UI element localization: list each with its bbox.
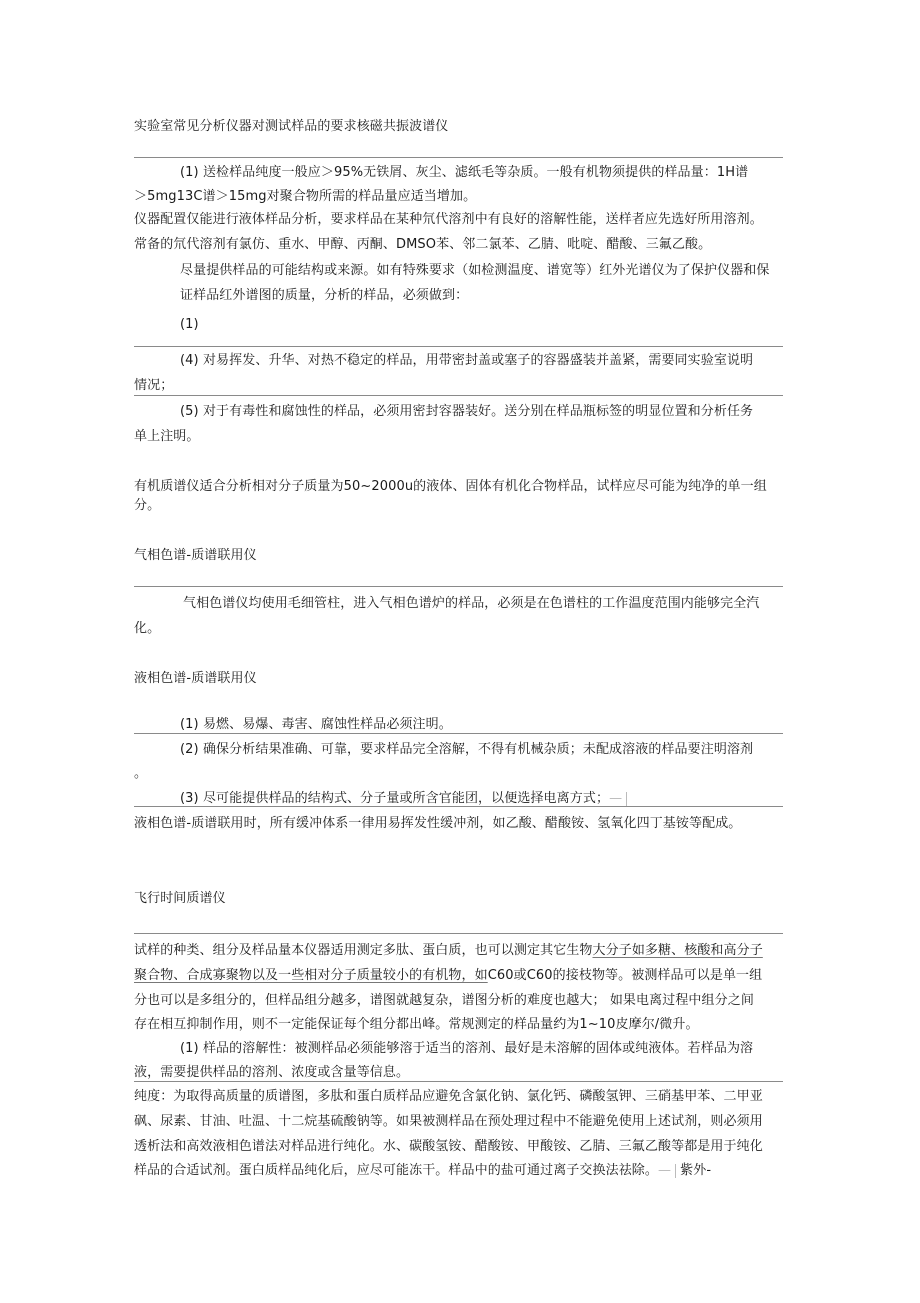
tof-purity-line2: 砜、尿素、甘油、吐温、十二烷基硫酸钠等。如果被测样品在预处理过程中不能避免使用上述试剂，则必须用 <box>134 1114 763 1129</box>
tof-solubility-line1: (1) 样品的溶解性：被测样品必须能够溶于适当的溶剂、最好是未溶解的固体或纯液体。若样品为溶 <box>180 1041 754 1056</box>
tof-heading: 飞行时间质谱仪 <box>134 891 226 906</box>
nmr-solvent-line2: 常备的氘代溶剂有氯仿、重水、甲醇、丙酮、DMSO苯、邻二氯苯、乙腈、吡啶、醋酸、三氟乙酸。 <box>134 237 712 252</box>
lcms-item-2-line1: (2) 确保分析结果准确、可靠，要求样品完全溶解，不得有机械杂质；未配成溶液的样品要注明溶剂 <box>180 742 754 757</box>
divider <box>134 395 783 396</box>
nmr-structure-line1: 尽量提供样品的可能结构或来源。如有特殊要求（如检测温度、谱宽等）红外光谱仪为了保护仪器和保 <box>180 263 770 278</box>
edit-mark: — <box>609 791 623 806</box>
nmr-solvent-line1: 仪器配置仅能进行液体样品分析，要求样品在某种氘代溶剂中有良好的溶解性能，送样者应先选好所用溶剂。 <box>134 212 763 227</box>
cursor-mark <box>626 792 627 806</box>
tof-line1-underlined: 大分子如多糖、核酸和高分子 <box>592 943 763 958</box>
divider <box>134 933 783 934</box>
lcms-item-2-line2: 。 <box>134 766 148 781</box>
tof-solubility-line2: 液，需要提供样品的溶剂、浓度或含量等信息。 <box>134 1065 410 1080</box>
lcms-heading: 液相色谱-质谱联用仪 <box>134 671 257 686</box>
ms-line2: 分。 <box>134 498 161 513</box>
ir-item-4-line1: (4) 对易挥发、升华、对热不稳定的样品，用带密封盖或塞子的容器盛装并盖紧，需要同实验室说明 <box>180 353 754 368</box>
divider <box>134 733 783 734</box>
tof-purity-line4 <box>134 1162 711 1180</box>
lcms-item-1: (1) 易燃、易爆、毒害、腐蚀性样品必须注明。 <box>180 717 452 732</box>
divider <box>134 806 783 807</box>
ir-item-5-line1: (5) 对于有毒性和腐蚀性的样品，必须用密封容器装好。送分别在样品瓶标签的明显位置和分析任务 <box>180 404 754 419</box>
gcms-line1: 气相色谱仪均使用毛细管柱，进入气相色谱炉的样品，必须是在色谱柱的工作温度范围内能够完全汽 <box>183 596 760 611</box>
ir-item-4-line2: 情况； <box>134 378 174 393</box>
ir-item-1: (1) <box>180 317 199 332</box>
tof-purity-line4-text: 样品的合适试剂。蛋白质样品纯化后，应尽可能冻干。样品中的盐可通过离子交换法祛除。 <box>134 1163 659 1178</box>
divider <box>134 346 783 347</box>
edit-mark: — <box>658 1163 672 1178</box>
tof-purity-tail: 紫外- <box>680 1163 712 1178</box>
ms-line1: 有机质谱仪适合分析相对分子质量为50~2000u的液体、固体有机化合物样品，试样应尽可能为纯净的单一组 <box>134 479 767 494</box>
tof-line2 <box>134 967 762 985</box>
tof-purity-line1: 纯度：为取得高质量的质谱图，多肽和蛋白质样品应避免含氯化钠、氯化钙、磷酸氢钾、三硝基甲苯、二甲亚 <box>134 1089 763 1104</box>
nmr-item-1-line1: (1) 送检样品纯度一般应＞95%无铁屑、灰尘、滤纸毛等杂质。一般有机物须提供的样品量：1H谱 <box>180 165 749 180</box>
divider <box>134 1081 783 1082</box>
tof-purity-line3: 透析法和高效液相色谱法对样品进行纯化。水、碳酸氢铵、醋酸铵、甲酸铵、乙腈、三氟乙酸等都是用于纯化 <box>134 1139 763 1154</box>
tof-line3: 分也可以是多组分的，但样品组分越多，谱图就越复杂，谱图分析的难度也越大； 如果电离过程中组分之间 <box>134 993 754 1008</box>
tof-line2-text: C60或C60的接枝物等。被测样品可以是单一组 <box>487 968 763 983</box>
tof-line2-underlined: 聚合物、合成寡聚物以及一些相对分子质量较小的有机物，如 <box>134 968 488 983</box>
gcms-line2: 化。 <box>134 621 161 636</box>
page-title: 实验室常见分析仪器对测试样品的要求核磁共振波谱仪 <box>134 119 449 134</box>
tof-line1 <box>134 942 763 960</box>
cursor-mark <box>675 1164 676 1178</box>
tof-line1-text: 试样的种类、组分及样品量本仪器适用测定多肽、蛋白质，也可以测定其它生物 <box>134 943 593 958</box>
lcms-item-3-text: (3) 尽可能提供样品的结构式、分子量或所含官能团，以便选择电离方式； <box>180 791 610 806</box>
gcms-heading: 气相色谱-质谱联用仪 <box>134 548 257 563</box>
nmr-structure-line2: 证样品红外谱图的质量，分析的样品，必须做到： <box>180 288 469 303</box>
divider <box>134 157 783 158</box>
lcms-buffer-note: 液相色谱-质谱联用时，所有缓冲体系一律用易挥发性缓冲剂，如乙酸、醋酸铵、氢氧化四丁基铵等配成。 <box>134 816 742 831</box>
ir-item-5-line2: 单上注明。 <box>134 429 200 444</box>
divider <box>134 586 783 587</box>
tof-line4: 存在相互抑制作用，则不一定能保证每个组分都出峰。常规测定的样品量约为1~10皮摩尔/微升。 <box>134 1017 699 1032</box>
nmr-item-1-line2: ＞5mg13C谱＞15mg对聚合物所需的样品量应适当增加。 <box>134 189 477 204</box>
